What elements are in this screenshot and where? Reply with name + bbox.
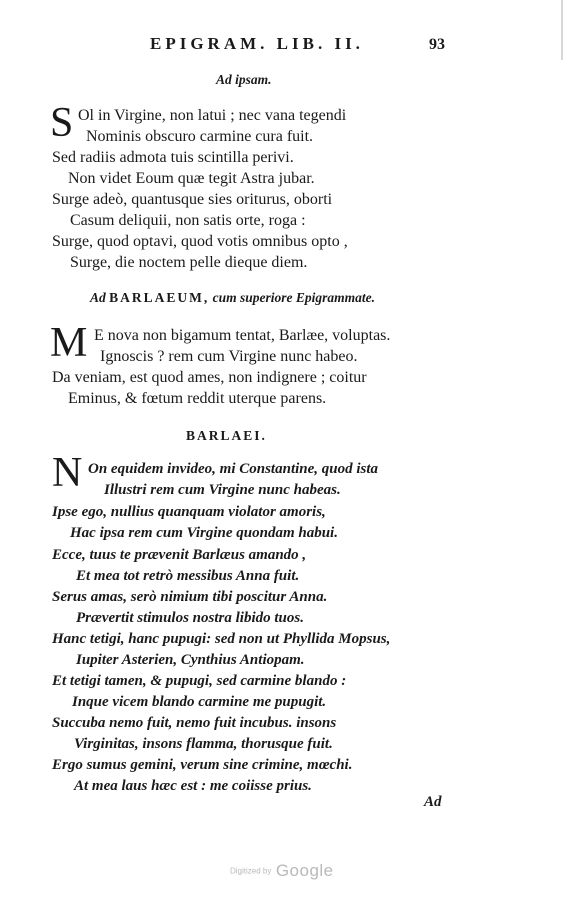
verse-line: At mea laus hæc est : me coiisse prius. bbox=[74, 778, 312, 794]
verse-line: Virginitas, insons flamma, thorusque fuit. bbox=[74, 736, 333, 752]
page-number: 93 bbox=[429, 36, 445, 53]
verse-line: Surge, die noctem pelle dieque diem. bbox=[70, 254, 308, 271]
verse-line: Succuba nemo fuit, nemo fuit incubus. insons bbox=[52, 715, 337, 731]
verse-line: Et tetigi tamen, & pupugi, sed carmine blando : bbox=[52, 673, 347, 689]
drop-cap-n: N bbox=[52, 450, 83, 496]
verse-line: Sed radiis admota tuis scintilla perivi. bbox=[52, 149, 294, 166]
verse-line: Illustri rem cum Virgine nunc habeas. bbox=[104, 482, 341, 498]
verse-line: Ipse ego, nullius quanquam violator amoris, bbox=[52, 504, 326, 520]
google-watermark bbox=[230, 861, 350, 881]
running-head: EPIGRAM. LIB. II. bbox=[150, 34, 364, 53]
verse-line: On equidem invideo, mi Constantine, quod ista bbox=[88, 461, 379, 477]
verse-line: Surge, quod optavi, quod votis omnibus opto , bbox=[52, 233, 348, 250]
verse-line: Hanc tetigi, hanc pupugi: sed non ut Phyllida Mopsus, bbox=[52, 631, 391, 647]
verse-line: Surge adeò, quantusque sies oriturus, oborti bbox=[52, 191, 333, 208]
verse-line: Eminus, & fœtum reddit uterque parens. bbox=[68, 390, 327, 407]
section-heading-barlaei bbox=[186, 428, 267, 444]
verse-line: Serus amas, serò nimium tibi poscitur Anna. bbox=[52, 589, 328, 605]
verse-line: Et mea tot retrò messibus Anna fuit. bbox=[76, 568, 300, 584]
verse-line: Da veniam, est quod ames, non indignere ; coitur bbox=[52, 369, 367, 386]
verse-line: Ecce, tuus te prævenit Barlæus amando , bbox=[52, 547, 307, 563]
verse-line: Hac ipsa rem cum Virgine quondam habui. bbox=[70, 525, 338, 541]
watermark-prefix: Digitized by bbox=[230, 866, 272, 876]
verse-line: E nova non bigamum tentat, Barlæe, voluptas. bbox=[94, 327, 391, 344]
heading-name: BARLAEUM, bbox=[109, 290, 210, 305]
verse-line: Ignoscis ? rem cum Virgine nunc habeo. bbox=[100, 348, 358, 365]
drop-cap-m: M bbox=[50, 320, 88, 366]
verse-line: Iupiter Asterien, Cynthius Antiopam. bbox=[76, 652, 305, 668]
verse-line: Nominis obscuro carmine cura fuit. bbox=[86, 128, 314, 145]
watermark-brand: Google bbox=[275, 861, 334, 880]
heading-prefix: Ad bbox=[90, 290, 106, 305]
verse-line: Non videt Eoum quæ tegit Astra jubar. bbox=[68, 170, 315, 187]
page-edge-mark bbox=[561, 0, 563, 60]
verse-line: Ol in Virgine, non latui ; nec vana tegendi bbox=[78, 107, 347, 124]
drop-cap-s: S bbox=[50, 100, 74, 146]
catchword: Ad bbox=[424, 794, 442, 810]
section-heading-ad-barlaeum bbox=[90, 290, 375, 306]
section-heading-ad-ipsam: Ad ipsam. bbox=[216, 72, 272, 87]
verse-line: Ergo sumus gemini, verum sine crimine, mœchi. bbox=[52, 757, 353, 773]
verse-line: Inque vicem blando carmine me pupugit. bbox=[72, 694, 327, 710]
heading-name: BARLAEI. bbox=[186, 428, 267, 443]
verse-line: Prævertit stimulos nostra libido tuos. bbox=[76, 610, 304, 626]
heading-suffix: cum superiore Epigrammate. bbox=[212, 290, 376, 305]
verse-line: Casum deliquii, non satis orte, roga : bbox=[70, 212, 306, 229]
